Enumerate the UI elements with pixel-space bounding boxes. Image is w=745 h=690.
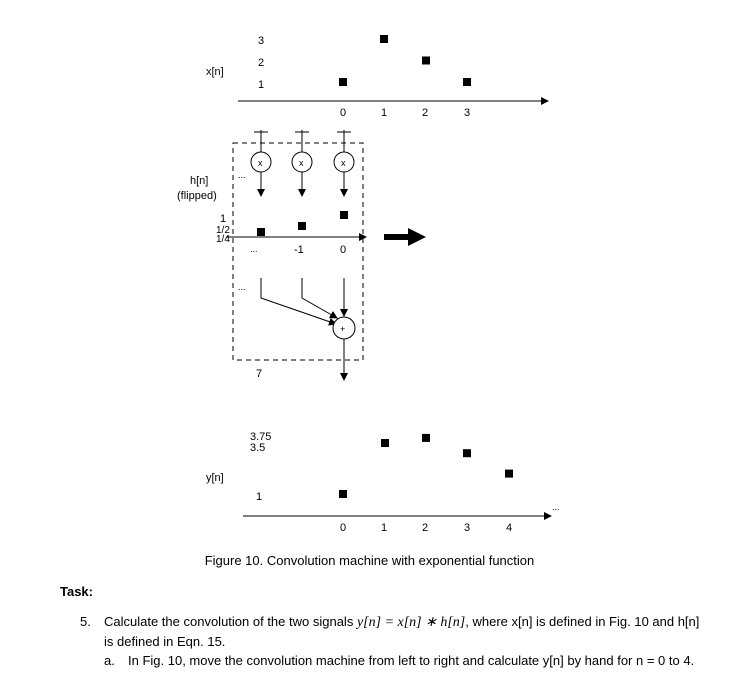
x-sample-marker: [339, 78, 347, 86]
task-item-5: [80, 612, 700, 651]
h-sample-marker: [298, 222, 306, 230]
h-ytick: 1: [220, 213, 227, 225]
x-xtick: 1: [381, 107, 388, 119]
x-xtick: 3: [464, 107, 471, 119]
y-sample-marker: [505, 470, 513, 478]
multiplier-symbol: x: [341, 158, 346, 168]
y-sample-marker: [381, 439, 389, 447]
x-signal-label: x[n]: [206, 66, 224, 78]
figure-caption: [0, 553, 745, 568]
y-ytick: 3.75: [250, 431, 272, 443]
x-xtick: 2: [422, 107, 429, 119]
task-body: [80, 612, 700, 670]
h-xtick: -1: [294, 244, 304, 256]
task-item-equation: y[n] = x[n] ∗ h[n]: [356, 615, 466, 630]
y-axis-ellipsis: ...: [552, 502, 560, 512]
task-item-text: Calculate the convolution of the two signals: [104, 614, 354, 629]
y-ytick: 1: [256, 491, 263, 503]
task-item-text-after: , where x[n] is defined in Fig. 10 and h[n] is defined in Eqn. 15.: [104, 614, 700, 649]
task-heading: Task:: [60, 584, 93, 599]
adder-symbol: +: [340, 324, 346, 334]
task-subitem-a: [104, 651, 700, 670]
x-ytick: 3: [258, 35, 265, 47]
y-xtick: 3: [464, 522, 471, 534]
h-ytick: 1/2: [216, 225, 230, 236]
x-sample-marker: [463, 78, 471, 86]
x-sample-marker: [380, 35, 388, 43]
y-sample-marker: [339, 490, 347, 498]
multiplier-symbol: x: [258, 158, 263, 168]
multiplier-tap-3: [334, 130, 354, 196]
y-signal-label: y[n]: [206, 472, 224, 484]
multiplier-tap-2: [292, 130, 312, 196]
h-sample-marker: [340, 211, 348, 219]
y-xtick: 0: [340, 522, 347, 534]
figure-caption-text: Figure 10. Convolution machine with exponential function: [204, 553, 535, 568]
y-xtick: 1: [381, 522, 388, 534]
h-sample-marker: [257, 228, 265, 236]
sum-path-1: [261, 278, 336, 324]
h-xtick: 0: [340, 244, 347, 256]
multiplier-symbol: x: [299, 158, 304, 168]
task-item-number: 5.: [80, 614, 91, 629]
x-xtick: 0: [340, 107, 347, 119]
tap-ellipsis: ...: [238, 170, 246, 180]
y-xtick: 4: [506, 522, 513, 534]
multiplier-tap-1: [251, 130, 271, 196]
x-ytick: 1: [258, 79, 265, 91]
h-signal-label: h[n]: [190, 175, 209, 187]
h-axis-ellipsis: ...: [250, 244, 258, 254]
x-ytick: 2: [258, 57, 265, 69]
task-subitem-text: In Fig. 10, move the convolution machine from left to right and calculate y[n] by hand for n = 0 to 4.: [128, 653, 695, 668]
h-ytick: 1/4: [216, 234, 230, 245]
sum-ellipsis: ...: [238, 282, 246, 292]
sum-path-2: [302, 278, 337, 318]
y-sample-marker: [422, 434, 430, 442]
task-subitem-letter: a.: [104, 653, 115, 668]
machine-output-value: 7: [256, 368, 263, 380]
x-sample-marker: [422, 57, 430, 65]
h-signal-label-flipped: (flipped): [177, 190, 217, 202]
y-sample-marker: [463, 449, 471, 457]
y-ytick: 3.5: [250, 442, 266, 454]
shift-right-arrow: [384, 228, 426, 246]
y-xtick: 2: [422, 522, 429, 534]
